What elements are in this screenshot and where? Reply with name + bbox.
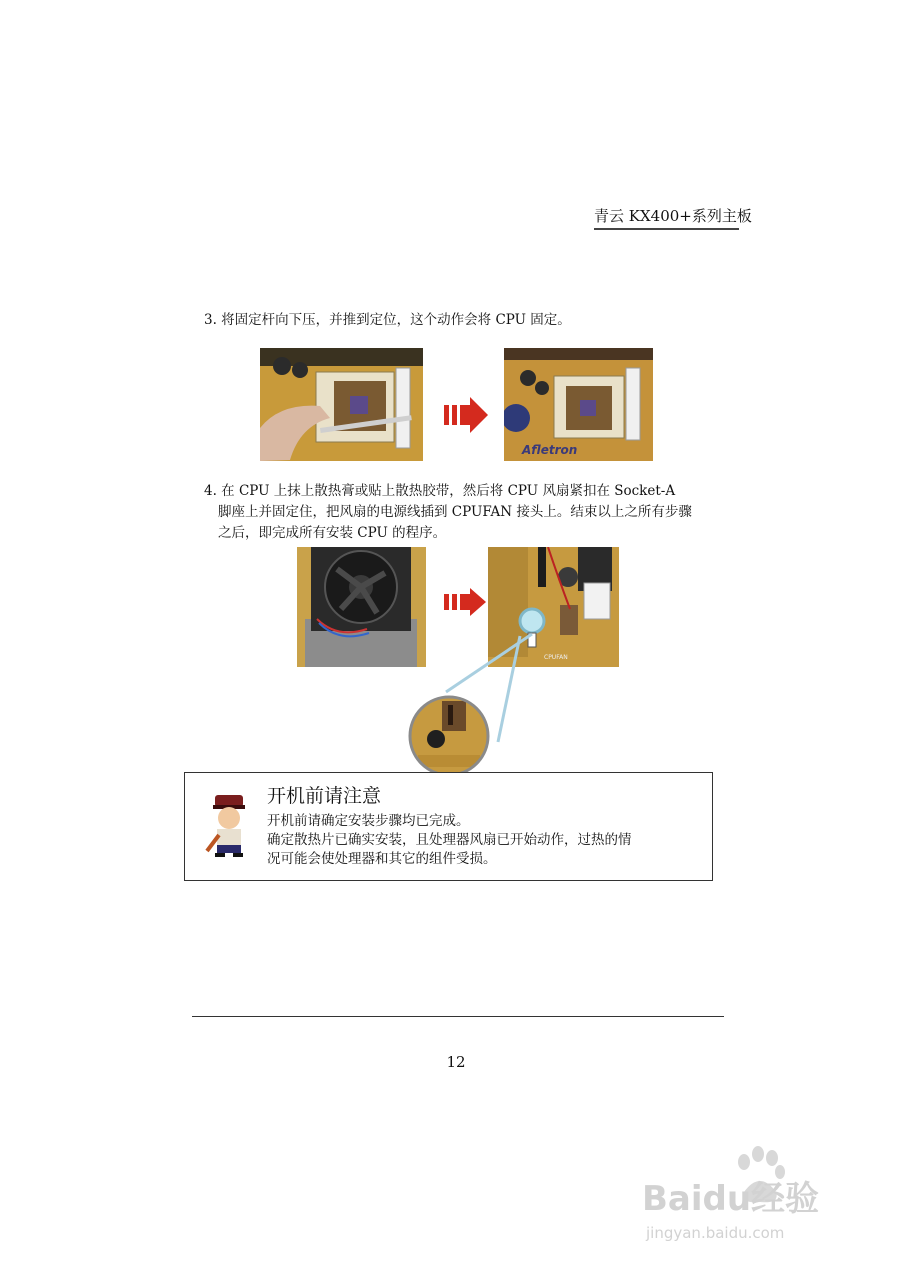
photo-lever-press — [260, 348, 423, 461]
notice-line-2: 确定散热片已确实安装，且处理器风扇已开始动作，过热的情 — [267, 832, 632, 848]
step-3-text: 3. 将固定杆向下压，并推到定位，这个动作会将 CPU 固定。 — [204, 312, 571, 328]
notice-box — [184, 772, 713, 881]
guard-mascot-icon — [205, 793, 253, 857]
board-brand-label: Afletron — [522, 443, 578, 457]
notice-title: 开机前请注意 — [267, 785, 382, 807]
zoomed-connector-circle — [408, 695, 490, 777]
arrow-right-icon — [444, 397, 488, 433]
step-4-text-line-2: 脚座上并固定住，把风扇的电源线插到 CPUFAN 接头上。结束以上之所有步骤 — [218, 504, 692, 520]
photo-cpu-fan — [297, 547, 426, 667]
photo-lever-locked — [504, 348, 653, 461]
footer-rule — [192, 1016, 724, 1017]
step-4-text-line-1: 4. 在 CPU 上抹上散热膏或贴上散热胶带，然后将 CPU 风扇紧扣在 Socket-A — [204, 483, 676, 499]
watermark-text: Baidu经验 — [642, 1179, 820, 1219]
step-4-text-line-3: 之后，即完成所有安装 CPU 的程序。 — [218, 525, 447, 541]
baidu-watermark-logo — [640, 1140, 860, 1250]
connector-label: CPUFAN — [544, 654, 568, 661]
notice-line-1: 开机前请确定安装步骤均已完成。 — [267, 813, 470, 829]
watermark-url: jingyan.baidu.com — [646, 1224, 785, 1242]
document-header-title: 青云 KX400+系列主板 — [594, 205, 739, 230]
arrow-right-icon-2 — [444, 588, 486, 616]
notice-line-3: 况可能会使处理器和其它的组件受损。 — [267, 851, 497, 867]
page-number: 12 — [446, 1053, 466, 1071]
